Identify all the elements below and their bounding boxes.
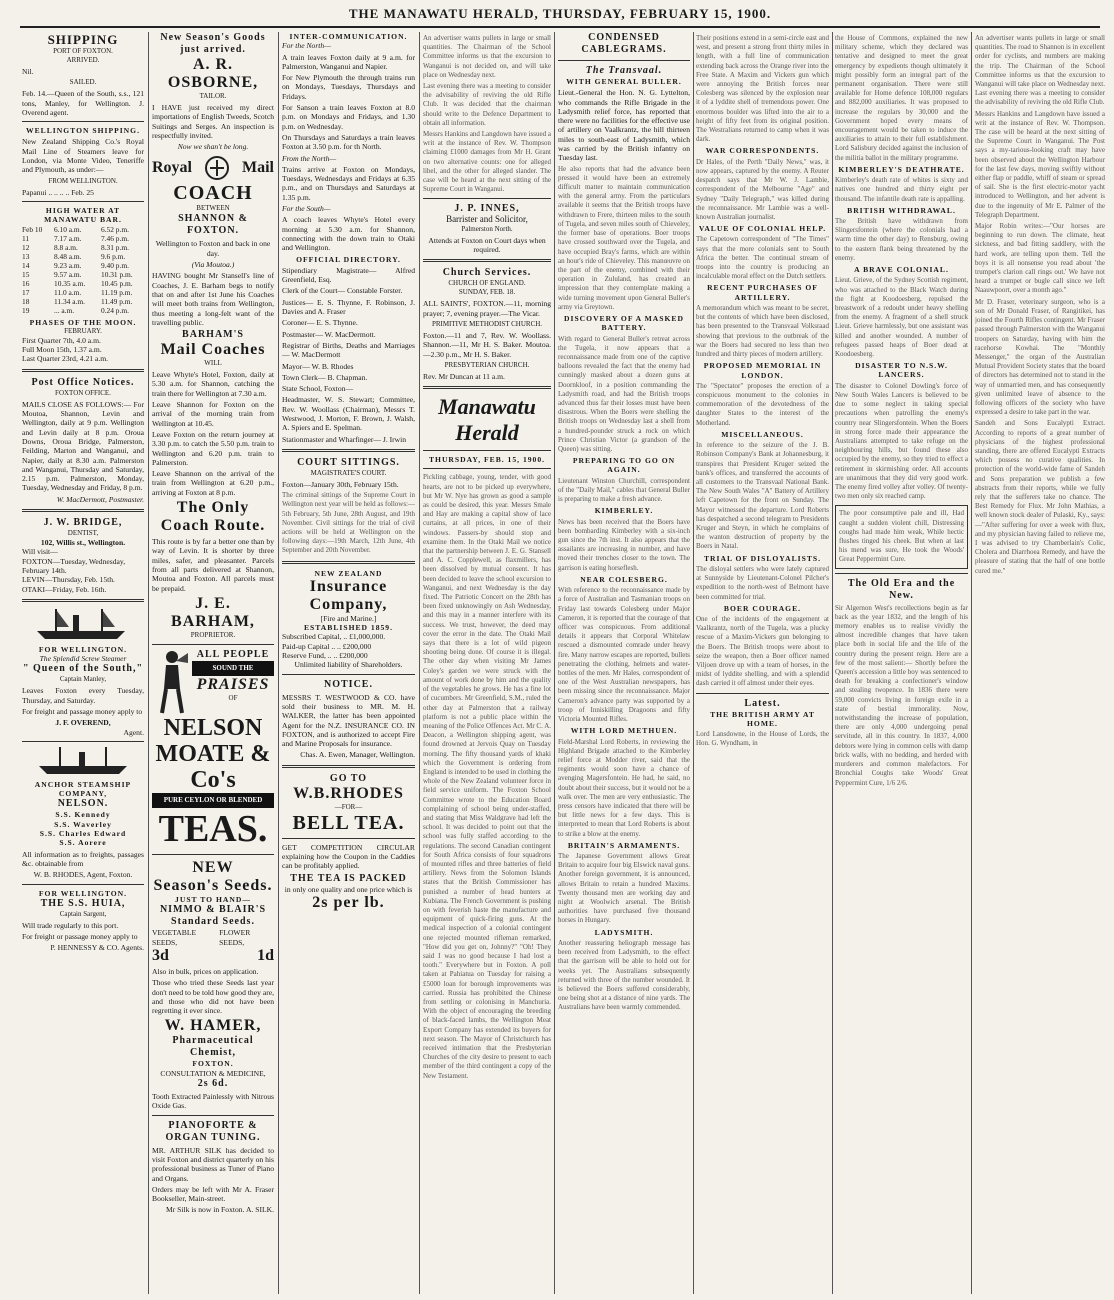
tide-am: 11.34 a.m. xyxy=(54,296,85,306)
barrister-label: Barrister and Solicitor, xyxy=(446,214,528,225)
bridge-address: 102, Willis st., Wellington. xyxy=(40,538,126,548)
innes-heading: J. P. INNES, xyxy=(454,203,520,215)
tide-day: 14 xyxy=(22,260,30,270)
deathrate-heading: KIMBERLEY'S DEATHRATE. xyxy=(838,164,965,174)
misc-heading: MISCELLANEOUS. xyxy=(721,429,804,439)
info-text: All information as to freights, passages &c. obtainable from xyxy=(22,849,144,868)
fleet-ship: S.S. Waverley xyxy=(54,819,112,829)
moon-heading: PHASES OF THE MOON. xyxy=(29,317,137,327)
arrived-label: ARRIVED. xyxy=(66,56,100,64)
methuen-heading: WITH LORD METHUEN. xyxy=(570,726,678,736)
paper-title: Manawatu Herald xyxy=(438,394,536,446)
port-label: PORT OF FOXTON. xyxy=(53,47,113,55)
church-services: Church Services. xyxy=(442,267,532,279)
moon-phase: First Quarter 7th, 4.0 a.m. xyxy=(22,335,101,345)
insurance-heading: Insurance Company, xyxy=(309,577,388,613)
bridge-heading: J. W. BRIDGE, xyxy=(43,517,123,529)
visit-line: OTAKI—Friday, Feb. 16th. xyxy=(22,584,107,594)
wellington-shipping-text: New Zealand Shipping Co.'s Royal Mail Line of Steamers leave for London, via Monte Video, Teneriffe and Plymouth, as under:— xyxy=(22,137,144,175)
column-1 xyxy=(22,32,144,1294)
tide-heading: HIGH WATER AT MANAWATU BAR. xyxy=(44,205,122,225)
arrived-text: Nil. xyxy=(22,67,34,76)
column-4: An advertiser wants pullets in large or small quantities. The Chairman of the School Committee informs us that the excursion to Wanganui is not decided on, and will take place on Wednesday next. Last evening there was a meeting to consider the advisability of reviving the old Rifle Club. It was decided that the chairman should write to the Defence Department to obtain all information. Messrs Hankins and Langdown have issued a writ at the instance of Rev. W. Thompson claiming £1000 damages from Mr H. Grant on two alternative counts: one for alleged libel, and the other for alleged slander. The case will be heard at the next sitting of the Supreme Court in Wanganui. J. P. INNES, Barrister and Solicitor, Palmerston North. Attends at Foxton on Court days when required. Church Services. CHURCH OF ENGLAND. SUNDAY, FEB. 18. ALL SAINTS', FOXTON.—11, morning prayer; 7, evening prayer.—The Vicar. PRIMITIVE METHODIST CHURCH. Foxton.—11 and 7, Rev. W. Woollass. Shannon.—11, Mr H. S. Baker. Moutoa.—2.30 p.m., Mr H. S. Baker. PRESBYTERIAN CHURCH. Rev. Mr Duncan at 11 a.m. Manawatu Herald THURSDAY, FEB. 15, 1900. Pickling cabbage, young, tender, with good hearts, are not to be picked up everywhere, but Mr W. Nye has grown as good a sample as could be desired, this year. Messrs Smale and Hay are making a capital show of lace curtains, at all prices, in one of their windows. Passers-by should stop and examine them. In the Otaki Mail we notice that the partnership between J. E. G. Stansell and A. C. Copplewell, as flaxmillers, has been dissolved by mutual consent. It has been decided to leave the school excursion to Wanganui, and next Wednesday is the day fixed. The Patriotic Concert on the 28th has been fixed unknowingly on Ash Wednesday, and this may in a manner interfere with its success. We trust, however, the deed may cover the error in the date. The Otaki Mail says that there is a lot of wild pigeon shooting being done. Of course it is illegal. The other day when visiting Mr James Coley's garden we were struck with the amount of work done by him and the quality of the vegetables he grows. He has a fine lot of cucumbers. Mr Greenfield, S.M., ruled the other day at Palmerston that a railway platform is not a public place within the meaning of the Police Offences Act. Mr C. A. Deacon, a Wellington shipping agent, was found drowned at Jervois Quay on Tuesday morning. The fifty thousand yards of khaki which the Government is ordering from England is intended to be used in clothing the whole of the New Zealand volunteer force in field service uniform. The Foxton School Committee wrote to the Education Board complaining of school being under-staffed, and stating that Miss Waldgrave had left the school. It was decided to point out that the school was fully staffed according to the regulations. The second Canadian contingent for South Africa consists of four squadrons of mounted rifles and three batteries of field artillery. News from the Solomon Islands states that the British Commissioner has punished a number of head hunters at Kubiana. The French Government is pushing on with feverish haste the manufacture and equipment of quick-firing guns. At the medical inspection of a colonial contingent one rejected mounted rifleman remarked, "How did you get on, Johnny?" "Oh! They said I was no good because I had lost a tooth." Everywhere but in Foxton. A poll taken at Pahiatua on Tuesday for raising a £5000 loan for borough improvements was carried. Russia has prohibited the Chinese from settling or colonising in Manchuria. With the object of encouraging the breeding of black-faced lambs, the Wellington Meat Export Company has extended its buyers for next season. The Mayor of Christchurch has received intimation that the Presbyterian Churches of the city desire to present to each member of the third contingent a copy of the New Testament. xyxy=(423,34,551,1080)
competition-circular: GET COMPETITION CIRCULAR explaining how the Coupon in the Caddies can be profitably applied. xyxy=(282,842,415,871)
seeds-text: Those who tried these Seeds last year don't need to be told how good they are, and those who did not have been regretting it ever since. xyxy=(152,978,274,1016)
presbyterian-label: PRESBYTERIAN CHURCH. xyxy=(444,360,530,369)
new-season-heading: New Season's Goods just arrived. xyxy=(160,32,266,55)
via-moutoa: (Via Moutoa.) xyxy=(191,260,235,270)
ewen-sign: Chas. A. Ewen, Manager, Wellington. xyxy=(300,750,415,760)
tide-am: 7.17 a.m. xyxy=(54,233,82,243)
tide-day: 11 xyxy=(22,233,30,243)
notice-text: MESSRS T. WESTWOOD & CO. have sold their business to MR. M. H. WALKER, the latter has been appointed Agent for the N.Z. INSURANCE CO. IN FOXTON, and is authorized to accept Fire and Marine Proposals for insurance. xyxy=(282,692,415,749)
all-saints: ALL SAINTS', FOXTON.—11, morning prayer; 7, evening prayer.—The Vicar. xyxy=(423,299,551,318)
town-clerk: Town Clerk— B. Chapman. xyxy=(282,372,368,382)
of-label: OF xyxy=(228,694,238,703)
state-school: State School, Foxton— xyxy=(282,384,354,394)
piano-heading: PIANOFORTE & ORGAN TUNING. xyxy=(165,1119,261,1143)
tea-packed: THE TEA IS PACKED xyxy=(290,872,407,884)
tide-pm: 9.6 p.m. xyxy=(101,251,126,261)
masthead: THE MANAWATU HERALD, THURSDAY, FEBRUARY 15, 1900. xyxy=(20,6,1100,28)
barhams-heading: BARHAM'S xyxy=(182,329,244,341)
season-seeds: Season's Seeds. xyxy=(153,877,273,895)
established: ESTABLISHED 1859. xyxy=(303,623,394,633)
from-wellington: FROM WELLINGTON. xyxy=(48,176,118,185)
tide-day: 16 xyxy=(22,278,30,288)
for-south: For the South— xyxy=(282,204,331,214)
brave-colonial: A BRAVE COLONIAL. xyxy=(854,265,949,275)
train-2: For New Plymouth the through trains run on Mondays, Tuesdays, Thursdays and Fridays. xyxy=(282,73,415,101)
column-rule xyxy=(419,32,420,1294)
notice-heading: NOTICE. xyxy=(324,678,373,690)
leave-1: Leave Whyte's Hotel, Foxton, daily at 5.30 a.m. for Shannon, catching the train there for Wellington at 7.30 a.m. xyxy=(152,370,274,398)
teas-heading: TEAS. xyxy=(158,808,268,851)
leave-4: Leave Shannon on the arrival of the train from Wellington at 6.20 p.m., arriving at Foxton at 8 p.m. xyxy=(152,469,274,497)
condensed-cablegrams: CONDENSED CABLEGRAMS. xyxy=(581,32,667,55)
column-rule xyxy=(148,32,149,1294)
lancers-disaster: DISASTER TO N.S.W. LANCERS. xyxy=(855,361,948,380)
consultation: CONSULTATION & MEDICINE, xyxy=(160,1068,266,1078)
postmaster: Postmaster— W. MacDermott. xyxy=(282,329,376,339)
masked-battery: DISCOVERY OF A MASKED BATTERY. xyxy=(564,313,684,333)
column-rule xyxy=(554,32,555,1294)
bell-tea: BELL TEA. xyxy=(292,811,405,834)
tide-pm: 10.45 p.m. xyxy=(101,278,133,288)
train-4: On Thursdays and Saturdays a train leaves Foxton at 3.50 p.m. for th North. xyxy=(282,132,415,152)
column-rule xyxy=(278,32,279,1294)
steamer-icon xyxy=(22,746,144,776)
tide-table xyxy=(22,225,144,315)
tide-day: 17 xyxy=(22,287,30,297)
tide-day: 13 xyxy=(22,251,30,261)
leave-3: Leave Foxton on the return journey at 3.30 p.m. to catch the 5.50 p.m. train to Wellington and 6.20 p.m. train to Palmerston. xyxy=(152,429,274,467)
old-era-heading: The Old Era and the New. xyxy=(847,577,956,601)
leaves-foxton: Leaves Foxton every Tuesday, Thursday, and Saturday. xyxy=(22,686,144,705)
visit-line: LEVIN—Thursday, Feb. 15th. xyxy=(22,575,115,585)
magistrates-court: MAGISTRATE'S COURT. xyxy=(310,468,387,477)
tide-am: ... a.m. xyxy=(54,305,75,315)
unlimited-liability: Unlimited liability of Shareholders. xyxy=(294,660,403,670)
dentist-label: DENTIST, xyxy=(67,529,99,538)
column-7: the House of Commons, explained the new military scheme, which they declared was tentative and designed to meet the great emergency by expedients though ultimately it might possibly form an integral part of the permanent organisation. There were still available for Home defence 108,000 regulars and 882,000 auxiliaries. It was proposed to increase the regulars by 30,000 and the Government hoped every means of encouragement would be taken to induce the auxiliaries to attain to their full establishment. Lord Salisbury decided against the inclusion of the militia ballot in the military programme. KIMBERLEY'S DEATHRATE. Kimberley's death rate of whites is sixty and natives one hundred and thirty eight per thousand. The infantile death rate is appalling. BRITISH WITHDRAWAL. The British have withdrawn from Slingersfontein (where the colonials had a warm time the other day) to Rensburg, owing to the eastern flank being threatened by the enemy. A BRAVE COLONIAL. Lieut. Grieve, of the Sydney Scottish regiment, who was attached to the Black Watch during the fight at Koodoesberg, repulsed the breastwork of a redoubt under heavy shelling from the enemy. A fragment of a shell struck Lieut. Grieve harmlessly, but one assistant was killed and another wounded. A number of refugees passed heaps of Boer dead at Koodoesberg. DISASTER TO N.S.W. LANCERS. The disaster to Colonel Dowling's force of New South Wales Lancers is believed to be due to some neglect in taking special precautions when patrolling the enemy's country near Slingersfontein. When the Boers in strong force made their appearance the Australians attempted to take refuge on the neighbouring hills, but found these also occupied by the enemy, so they tried to effect a retirement in skirmishing order. All accounts are unanimous that they did very good work. The enemy fired volley after volley. Of twenty-two men only six reached camp. The poor consumptive pale and ill, Had caught a sudden violent chill, Distressing coughs had made him weak, While hectic flushes tinged his cheek. But when at last his mend was sure, He took the Woods' Great Peppermint Cure. The Old Era and the New. Sir Algernon West's recollections begin as far back as the year 1832, and the length of his memory enables us to realise vividly the almost incredible changes that have taken place both in social life and the life of the country during the present reign. Here are a few of the most salient:— Shortly before the Queen's accession a little boy was sentenced to death for breaking a confectioner's window and stealing twopence. In 1836 there were 59,000 convicts living in foreign exile in a state of bestial immorality. Now, notwithstanding the increase of population, there are only 4,000 undergoing penal servitude, all in this country. In 1837, 4,000 debtors were lying in common cells with damp brick walls, with no bedding, and herded with murderers and common malefactors. For Bronchial Coughs take Woods' Great Peppermint Cure, 1/6 2/6. xyxy=(835,34,968,787)
trumpeter-icon xyxy=(152,649,188,715)
just-to-hand: JUST TO HAND— xyxy=(175,895,251,905)
pure-ceylon: PURE CEYLON OR BLENDED xyxy=(152,793,274,808)
kimberley-heading: KIMBERLEY. xyxy=(594,506,654,516)
tide-am: 8.8 a.m. xyxy=(54,242,78,252)
freight-text: For freight and passage money apply to xyxy=(22,706,143,716)
queen-of-the-south: " Queen of the South," xyxy=(22,663,144,675)
veg-price: 3d xyxy=(152,946,169,964)
clerk: Clerk of the Court— Constable Forster. xyxy=(282,286,403,296)
sailed-text: Feb. 14.—Queen of the South, s.s., 121 tons, Manley, for Wellington. J. Overend agent. xyxy=(22,89,144,117)
wb-rhodes: W.B.RHODES xyxy=(293,784,404,802)
between-label: BETWEEN xyxy=(196,204,230,213)
column-3: INTER-COMMUNICATION. For the North— A train leaves Foxton daily at 9 a.m. for Palmerston, Wanganui and Napier. For New Plymouth the through trains run on Mondays, Tuesdays, Thursdays and Fridays. For Sanson a train leaves Foxton at 8.0 p.m. on Mondays and Fridays, and 1.30 p.m. on Wednesday. On Thursdays and Saturdays a train leaves Foxton at 3.50 p.m. for th North. From the North— Trains arrive at Foxton on Mondays, Tuesdays, Wednesdays and Fridays at 6.35 p.m., and on Thursdays and Saturdays at 1.35 p.m. For the South— A coach leaves Whyte's Hotel every morning at 5.30 a.m. for Shannon, connecting with the down train to Otaki and Wellington. OFFICIAL DIRECTORY. Stipendiary Magistrate— Alfred Greenfield, Esq. Clerk of the Court— Constable Forster. Justices— E. S. Thynne, F. Robinson, J. Davies and A. Fraser Coroner— E. S. Thynne. Postmaster— W. MacDermott. Registrar of Births, Deaths and Marriages— W. MacDermott Mayor— W. B. Rhodes Town Clerk— B. Chapman. State School, Foxton— Headmaster, W. S. Stewart; Committee, Rev. W. Woollass (Chairman), Messrs T. Westwood, J. Morton, F. Brown, J. Walsh, A. Spiers and E. Spelman. Stationmaster and Wharfinger— J. Irwin COURT SITTINGS. MAGISTRATE'S COURT. Foxton—January 30th, February 15th. The criminal sittings of the Supreme Court in Wellington next year will be held as follows:—5th February, 5th June, 28th August, and 19th November. Civil sittings for the trial of civil actions will be held at Wellington on the following days:—19th March, 12th June, 4th September and 20th November. NEW ZEALAND Insurance Company, [Fire and Marine.] ESTABLISHED 1859. Subscribed Capital, .. £1,000,000. Paid-up Capital .. .. £200,000 Reserve Fund, .. .. £200,000 Unlimited liability of Shareholders. NOTICE. MESSRS T. WESTWOOD & CO. have sold their business to MR. M. H. WALKER, the latter has been appointed Agent for the N.Z. INSURANCE CO. IN FOXTON, and is authorized to accept Fire and Marine Proposals for insurance. Chas. A. Ewen, Manager, Wellington. GO TO W.B.RHODES —FOR— BELL TEA. GET COMPETITION CIRCULAR explaining how the Coupon in the Caddies can be profitably applied. THE TEA IS PACKED in only one quality and one price which is 2s per lb. xyxy=(282,32,415,911)
shannon-foxton: SHANNON & FOXTON. xyxy=(178,213,248,237)
registrar: Registrar of Births, Deaths and Marriages— W. MacDermott xyxy=(282,340,415,360)
tide-pm: 11.19 p.m. xyxy=(101,287,133,297)
coach-text: Wellington to Foxton and back in one day. xyxy=(155,239,271,258)
boer-courage: BOER COURAGE. xyxy=(723,603,802,613)
quality-text: in only one quality and one price which is xyxy=(284,884,413,894)
column-5: CONDENSED CABLEGRAMS. The Transvaal. WITH GENERAL BULLER. Lieut.-General the Hon. N. G. Lyttelton, who commands the Rifle Brigade in the Ladysmith relief force, has reported that there were no facilities for the effective use of artillery on Vaalkrantz, the hill thirteen miles to south-east of Ladysmith, which was carried by the British infantry on Tuesday last. He also reports that had the advance been pressed it would have been an extremely difficult matter to maintain communication with the general army. From the particulars available it seems that the British troops have withdrawn to Frere, thirteen miles to the south of Tugela, and seven miles south of Chieveley, the former base of operations. Boer troops have crossed southward over the Tugela, and have occupied Bray's farms, which are within an hour's ride of Chieveley. This manœuvre on the part of the enemy, combined with their operation in Zululand, has created an impression that they contemplate making a wide turning movement upon General Buller's army via Greytown. DISCOVERY OF A MASKED BATTERY. With regard to General Buller's retreat across the Tugela, it now appears that a reconnaissance made from one of the captive balloons revealed the fact that the enemy had cunningly masked about a dozen guns at Doornkloof, in a position commanding the Ladysmith road, and had the British troops advanced thus far their losses must have been disastrous. When the Boers were shelling the British troops on Wednesday last a shell from a hundred-pounder struck a rock on which Prince Christian Victor (a grandson of the Queen) was sitting. PREPARING TO GO ON AGAIN. Lieutenant Winston Churchill, correspondent of the "Daily Mail," cables that General Buller is preparing to make a fresh advance. KIMBERLEY. News has been received that the Boers have been bombarding Kimberley with a six-inch gun since the 7th inst. It also appears that the assailants are increasing in number, and have moved their trenches closer to the town. The garrison is eating horseflesh. NEAR COLESBERG. With reference to the reconnaissance made by a force of Australian and Tasmanian troops on Friday last towards Colesberg under Major Cameron, it is reported that the courage of that officer was conspicuous. From additional details it appears that Corporal Whitelaw rescued a dismounted comrade under heavy fire. Many narrow escapes are reported, bullets penetrating the clothing, helmets and water-bottles of the men. Mr Hales, correspondent of one of the West Australian newspapers, has been missing since the reconnaissance. Major Cameron's advance party was supported by a troop of Inniskilling Dragoons and fifty Victoria Mounted Rifles. WITH LORD METHUEN. Field-Marshal Lord Roberts, in reviewing the Highland Brigade attached to the Kimberley relief force at Modder river, said that the regiments would soon have a chance of avenging Magersfontein. He had, he said, no doubt about their success, but it would not be a walk over. The men are very enthusiastic. The press censors have indicated that there will be but little news for a few days. This is interpreted to mean that Lord Roberts is about to strike a blow at the enemy. BRITAIN'S ARMAMENTS. The Japanese Government allows Great Britain to acquire four big Elswick naval guns. Another foreign government, it is announced, allows Britain to retain a hundred Maxims. Twenty thousand men are working day and night at Woolwich arsenal. The British authorities have purchased five thousand horses in Hungary. LADYSMITH. Another reassuring heliograph message has been received from Ladysmith, to the effect that the garrison will be able to hold out for weeks yet. The Australians subsequently returned with three of the number wounded. It is believed the Boers suffered considerably, one being shot at a distance of nine yards. The Australians have been warmly commended. xyxy=(558,32,690,1012)
tide-am: 10.35 a.m. xyxy=(54,278,86,288)
column-2 xyxy=(152,32,274,1294)
will-label: WILL xyxy=(204,359,222,368)
coroner: Coroner— E. S. Thynne. xyxy=(282,318,358,328)
fire-marine: [Fire and Marine.] xyxy=(320,613,377,623)
crest-icon xyxy=(202,154,232,182)
overend-name: J. F. OVEREND, xyxy=(55,718,111,728)
palmerston-label: Palmerston North. xyxy=(461,224,513,233)
train-3: For Sanson a train leaves Foxton at 8.0 p.m. on Mondays and Fridays, and 1.30 p.m. on Wednesday. xyxy=(282,103,415,131)
column-6: Their positions extend in a semi-circle east and west, and present a strong front thirty miles in length, with a full line of communication extending back across the Orange river into the Free State. A Maxim and Vickers gun which were annoying the British forces near Colesberg was silenced by the explosion near it of a lyddite shell of tremendous power. One enormous boulder was lifted into the air to a height of fifty feet from its original position. The Westralians returned to camp when it was dark. WAR CORRESPONDENTS. Dr Hales, of the Perth "Daily News," was, it now appears, captured by the enemy. A Reuter despatch says that Mr W. J. Lambie, correspondent of the Melbourne "Age" and Sydney "Daily Telegraph," was killed during the reconnaissance. Mr Lambie was a well-known Australian journalist. VALUE OF COLONIAL HELP. The Capetown correspondent of "The Times" says that the more colonials sent to South Africa the better. The continual stream of troops into the country is producing an incalculable moral effect on the Dutch settlers. RECENT PURCHASES OF ARTILLERY. A memorandum which was meant to be secret, but the contents of which have been disclosed, has been presented to the Transvaal Volksraad showing that previous to the outbreak of the war the Boers had secured no less than two hundred and thirty pieces of modern artillery. PROPOSED MEMORIAL IN LONDON. The "Spectator" proposes the erection of a conspicuous monument to the colonies in commemoration of the devotedness of the daughter States to the interest of the Motherland. MISCELLANEOUS. In reference to the seizure of the J. B. Robinson Company's Bank at Johannesburg, it transpires that President Kruger seized the bank's offices, and transferred the accounts of all customers to the Transvaal National Bank. The New South Wales "A" Battery of Artillery left Capetown for the front on Sunday. The Mayor witnessed the departure. Lord Roberts has despatched a second telegram to Presidents Kruger and Steyn, in which he complains of the wanton destruction of property by the Boers in Natal. TRIAL OF DISLOYALISTS. The disloyal settlers who were lately captured at Sunnyside by Lieutenant-Colonel Pilcher's expedition to the north-west of Belmont have been committed for trial. BOER COURAGE. One of the incidents of the engagement at Vaalkrantz, north of the Tugela, was a plucky rescue of a Maxim-Vickers gun belonging to the Boers. The British troops were about to seize the weapon, then a Boer officer named Viljoen drove up with a team of horses, in the midst of lyddite shelling, and with a splendid dash carried it off almost under their eyes. Latest. THE BRITISH ARMY AT HOME. Lord Lansdowne, in the House of Lords, the Hon. G. Wyndham, in xyxy=(696,34,829,748)
standard-seeds: Standard Seeds. xyxy=(171,916,255,928)
artillery-purchases: RECENT PURCHASES OF ARTILLERY. xyxy=(707,283,818,302)
nelson-heading: NELSON. xyxy=(57,798,109,810)
methodist-label: PRIMITIVE METHODIST CHURCH. xyxy=(431,319,543,328)
nimmo-blair: NIMMO & BLAIR'S xyxy=(159,904,267,916)
for-north: For the North— xyxy=(282,41,331,51)
only-coach-route: The Only Coach Route. xyxy=(160,499,266,535)
presbyterian-text: Rev. Mr Duncan at 11 a.m. xyxy=(423,371,505,381)
attends-text: Attends at Foxton on Court days when required. xyxy=(428,235,546,255)
tide-am: 8.48 a.m. xyxy=(54,251,82,261)
subscribed-capital: Subscribed Capital, .. £1,000,000. xyxy=(282,632,386,642)
column-rule xyxy=(693,32,694,1294)
war-correspondents: WAR CORRESPONDENTS. xyxy=(705,146,820,156)
sailed-label: SAILED. xyxy=(69,78,97,87)
tide-day: 18 xyxy=(22,296,30,306)
tide-day: 12 xyxy=(22,242,30,252)
mails-text: MAILS CLOSE AS FOLLOWS:— For Moutoa, Shannon, Levin and Wellington, daily at 9 p.m. Wellington and Levin daily at 8 p.m. Oroua Downs, Oroua Bridge, Palmerston, Feilding, Marton and Wanganui, and Napier, daily at 8.30 a.m. Palmerston and Wanganui, Thursday and Saturday, 2.15 p.m. Palmerston, Monday, Tuesday, Wednesday and Friday, 8 p.m. xyxy=(22,399,144,493)
court-sittings: COURT SITTINGS. xyxy=(297,456,400,468)
nelson-moate-logo: NELSON MOATE & Co's xyxy=(155,714,271,793)
latest-heading: Latest. xyxy=(744,697,781,709)
royal-label: Royal xyxy=(152,159,192,177)
barham-name: J. E. BARHAM, xyxy=(171,594,255,630)
preparing-heading: PREPARING TO GO ON AGAIN. xyxy=(572,456,676,475)
methodist-text: Foxton.—11 and 7, Rev. W. Woollass. Shannon.—11, Mr H. S. Baker. Moutoa.—2.30 p.m., Mr H. S. Baker. xyxy=(423,330,551,359)
leave-2: Leave Shannon for Foxton on the arrival of the morning train from Wellington at 10.45. xyxy=(152,400,274,428)
papanui: Papanui .. .. .. .. Feb. 25 xyxy=(22,187,94,197)
hamer-name: W. HAMER, xyxy=(164,1017,262,1035)
huia-text: Will trade regularly to this port. xyxy=(22,920,119,930)
flower-seeds: FLOWER SEEDS, xyxy=(219,928,251,947)
silk-text: MR. ARTHUR SILK has decided to visit Foxton and district quarterly on his professional business as Tuner of Piano and Organs. xyxy=(152,1145,274,1183)
bulk-text: Also in bulk, prices on application. xyxy=(152,966,259,976)
train-5: Trains arrive at Foxton on Mondays, Tuesdays, Wednesdays and Fridays at 6.35 p.m., and on Thursdays and Saturdays at 1.35 p.m. xyxy=(282,164,415,202)
splendid-steamer: The Splendid Screw Steamer xyxy=(39,654,127,664)
osborne-name: A. R. OSBORNE, xyxy=(167,56,259,91)
praises: PRAISES xyxy=(196,676,270,694)
column-8: An advertiser wants pullets in large or small quantities. The road to Shannon is in excellent order for cyclists, and numbers are making the trip. The Chairman of the School Committee informs us that the excursion to Wanganui will take place on Wednesday next. Last evening there was a meeting to consider the advisability of reviving the old Rifle Club. Messrs Hankins and Langdown have issued a writ at the instance of Rev. W. Thompson. The case will be heard at the next sitting of the Supreme Court in Wanganui. The Post says a my-tarious-looking craft may have been observed about the Wellington Harbour for the last few days, moving swiftly without either flap or paddle, whiff of steam or spread of sail. She is the first electric-motor yacht introduced to Wellington, and her advent is due to the ingenuity of Mr E. Palmer of the Telegraph Department. Major Robin writes:—"Our horses are beginning to run down. The climate, heat sickness, and bad fitting saddlery, with the hard work, are telling upon them. Tell the boys it is all nonsense you read about 'the trumpet's clarion call rings out.' We have not heard a trumpet or bugle call since we left Naauwpoort, over a month ago." Mr D. Fraser, veterinary surgeon, who is a son of Mr Donald Fraser, of Rangitikei, has joined the Fourth Rifles contingent. Mr Fraser passed through Palmerston with the Wanganui troopers on Saturday, having with him the racehorse Kowhai. The "Monthly Messenger," the organ of the Australian Mutual Provident Society states that the board of directors has determined not to stand in the way of unmarried men, and has consequently given unlimited leave of absence to the following officers of the society who have expressed a desire to take part in the war. Sandeh and Sons Eucalypti Extract. According to reports of a great number of physicians of the highest professional standing, there are offered Eucalypti Extracts which possess no curative qualities. In protection of the world-wide fame of Sandeh and Sons preparation we publish a few abstracts from their reports, while we fully rely that the sufferers take no chance. The Best Remedy for Flux. Mr John Mathias, a well known stock dealer of Pulaski, Ky., says:—"After suffering for over a week with flux, and my physician having failed to relieve me, I was advised to try Chamberlain's Colic, Cholera and Diarrhoea Remedy, and have the pleasure of stating that the half of one bottle cured me." xyxy=(975,34,1105,575)
tide-am: 9.57 a.m. xyxy=(54,269,82,279)
tide-am: 9.23 a.m. xyxy=(54,260,82,270)
army-heading: THE BRITISH ARMY AT HOME. xyxy=(710,709,815,728)
testimonial-box: The poor consumptive pale and ill, Had caught a sudden violent chill, Distressing coughs had made him weak, While hectic flushes tinged his cheek. But when at last his mend was sure, He took the Woods' Great Peppermint Cure. xyxy=(835,505,968,568)
new-label: NEW xyxy=(192,859,234,877)
buller-heading: WITH GENERAL BULLER. xyxy=(566,77,682,86)
post-office-heading: Post Office Notices. xyxy=(31,376,135,388)
for-wellington-2: FOR WELLINGTON. xyxy=(38,888,128,898)
postmaster-sign: W. MacDermott, Postmaster. xyxy=(56,494,144,504)
tide-am: 11.0 a.m. xyxy=(54,287,82,297)
ladysmith-heading: LADYSMITH. xyxy=(594,927,654,937)
fleet-ship: S.S. Charles Edward xyxy=(39,829,127,839)
from-north: From the North— xyxy=(282,153,337,163)
consultation-price: 2s 6d. xyxy=(197,1078,229,1090)
tea-price: 2s per lb. xyxy=(312,893,385,911)
shipping-heading: SHIPPING xyxy=(47,32,119,47)
paid-capital: Paid-up Capital .. .. £200,000 xyxy=(282,641,372,651)
coe-label: CHURCH OF ENGLAND. xyxy=(448,279,526,288)
tailor-label: TAILOR. xyxy=(199,92,227,100)
shant-be-long: Now we shan't be long. xyxy=(177,142,249,152)
anchor-company: ANCHOR STEAMSHIP COMPANY, xyxy=(34,779,132,799)
post-office-sub: FOXTON OFFICE. xyxy=(55,388,111,397)
tide-pm: 7.46 p.m. xyxy=(101,233,129,243)
agent-label: Agent. xyxy=(123,727,144,737)
disloyalists-heading: TRIAL OF DISLOYALISTS. xyxy=(703,553,822,563)
visit-line: FOXTON—Tuesday, Wednesday, February 14th. xyxy=(22,556,126,575)
train-1: A train leaves Foxton daily at 9 a.m. for Palmerston, Wanganui and Napier. xyxy=(282,52,415,71)
memorial-heading: PROPOSED MEMORIAL IN LONDON. xyxy=(703,361,822,380)
column-rule xyxy=(832,32,833,1294)
mayor: Mayor— W. B. Rhodes xyxy=(282,361,354,371)
tide-day: 15 xyxy=(22,269,30,279)
go-to: GO TO xyxy=(329,772,368,784)
tide-day: Feb 10 xyxy=(22,224,43,234)
tide-day: 19 xyxy=(22,305,30,315)
freight-text-2: For freight or passage money apply to xyxy=(22,932,138,942)
chemist-label: Pharmaceutical Chemist, xyxy=(172,1035,254,1059)
tide-pm: 8.31 p.m. xyxy=(101,242,129,252)
hennessy-agents: P. HENNESSY & CO. Agents. xyxy=(50,943,144,953)
flower-price: 1d xyxy=(257,946,274,964)
colesberg-heading: NEAR COLESBERG. xyxy=(580,574,668,584)
tide-pm: 9.40 p.m. xyxy=(101,260,129,270)
magistrate: Stipendiary Magistrate— Alfred Greenfield, Esq. xyxy=(282,265,415,285)
wellington-shipping-heading: WELLINGTON SHIPPING. xyxy=(26,126,140,136)
justices: Justices— E. S. Thynne, F. Robinson, J. Davies and A. Fraser xyxy=(282,297,415,317)
moon-month: FEBRUARY. xyxy=(64,326,102,335)
proprietor-label: PROPRIETOR. xyxy=(190,630,236,639)
colonial-help: VALUE OF COLONIAL HELP. xyxy=(698,224,827,234)
all-people: ALL PEOPLE xyxy=(196,648,270,660)
huia-heading: THE S.S. HUIA, xyxy=(40,897,126,909)
steamer-icon xyxy=(22,607,144,641)
route-text: This route is by far a better one than by way of Levin. It is shorter by three miles, safer, and pleasanter. Parcels from all parts delivered at Shannon, Moutoa and Foxton. All parcels must be prepaid. xyxy=(152,537,274,593)
transvaal-heading: The Transvaal. xyxy=(585,65,663,76)
will-visit: Will visit— xyxy=(22,547,58,557)
vegetable-seeds: VEGETABLE SEEDS, xyxy=(152,928,197,947)
sunday-label: SUNDAY, FEB. 18. xyxy=(458,288,516,297)
foxton-label: FOXTON. xyxy=(192,1059,234,1069)
rhodes-agent: W. B. RHODES, Agent, Foxton. xyxy=(33,870,133,880)
fleet-ship: S.S. Aorere xyxy=(59,838,107,848)
moon-phase: Last Quarter 23rd, 4.21 a.m. xyxy=(22,354,109,364)
train-6: A coach leaves Whyte's Hotel every morning at 5.30 a.m. for Shannon, connecting with the down train to Otaki and Wellington. xyxy=(282,215,415,253)
fleet-ship: S.S. Kennedy xyxy=(55,810,111,820)
teeth-text: Tooth Extracted Painlessly with Nitrous Oxide Gas. xyxy=(152,1092,274,1111)
reserve-fund: Reserve Fund, .. .. £200,000 xyxy=(282,651,368,661)
captain-manley: Captain Manley, xyxy=(59,675,107,684)
tide-am: 6.10 a.m. xyxy=(54,224,82,234)
withdrawal-heading: BRITISH WITHDRAWAL. xyxy=(847,205,956,215)
stansell-text: HAVING bought Mr Stansell's line of Coaches, J. E. Barham begs to notify that on and after 1st June his Coaches will meet both trains from Wellington, thus meeting a long-felt want of the travelling public. xyxy=(152,271,274,327)
for-wellington: FOR WELLINGTON. xyxy=(38,644,128,654)
silk-sign: Mr Silk is now in Foxton. A. SILK. xyxy=(165,1205,274,1215)
tide-pm: 0.24 p.m. xyxy=(101,305,129,315)
armaments-heading: BRITAIN'S ARMAMENTS. xyxy=(567,840,681,850)
nz-label: NEW ZEALAND xyxy=(314,568,383,578)
column-rule xyxy=(971,32,972,1294)
osborne-text: I HAVE just received my direct importations of English Tweeds, Scotch Suitings and Serges. An inspection is respectfully invited. xyxy=(152,103,274,140)
mail-label: Mail xyxy=(242,159,274,177)
coach-heading: COACH xyxy=(173,182,253,205)
headmaster: Headmaster, W. S. Stewart; Committee, Rev. W. Woollass (Chairman), Messrs T. Westwood, J. Morton, F. Brown, J. Walsh, A. Spiers and E. Spelman. xyxy=(282,395,415,433)
official-directory: OFFICIAL DIRECTORY. xyxy=(296,254,401,264)
date-line: THURSDAY, FEB. 15, 1900. xyxy=(428,455,546,465)
for-label: —FOR— xyxy=(334,802,363,811)
tide-pm: 10.31 p.m. xyxy=(101,269,133,279)
court-dates: Foxton—January 30th, February 15th. xyxy=(282,479,399,489)
moon-phase: Full Moon 15th, 1.37 a.m. xyxy=(22,345,102,355)
sound-the: SOUND THE xyxy=(192,661,274,676)
mail-coaches: Mail Coaches xyxy=(160,341,266,359)
inter-communication: INTER-COMMUNICATION. xyxy=(289,32,408,41)
buller-text: Lieut.-General the Hon. N. G. Lyttelton, who commands the Rifle Brigade in the Ladysmith relief force, has reported that there were no facilities for the effective use of artillery on Vaalkrantz, the hill thirteen miles to south-east of Ladysmith, which was carried by the British infantry on Tuesday last. xyxy=(558,88,690,163)
tide-pm: 11.49 p.m. xyxy=(101,296,133,306)
captain-sargent: Captain Sargent, xyxy=(59,909,107,918)
wharfinger: Stationmaster and Wharfinger— J. Irwin xyxy=(282,434,407,444)
tide-pm: 6.52 p.m. xyxy=(101,224,129,234)
orders-text: Orders may be left with Mr A. Fraser Bookseller, Main-street. xyxy=(152,1184,274,1204)
